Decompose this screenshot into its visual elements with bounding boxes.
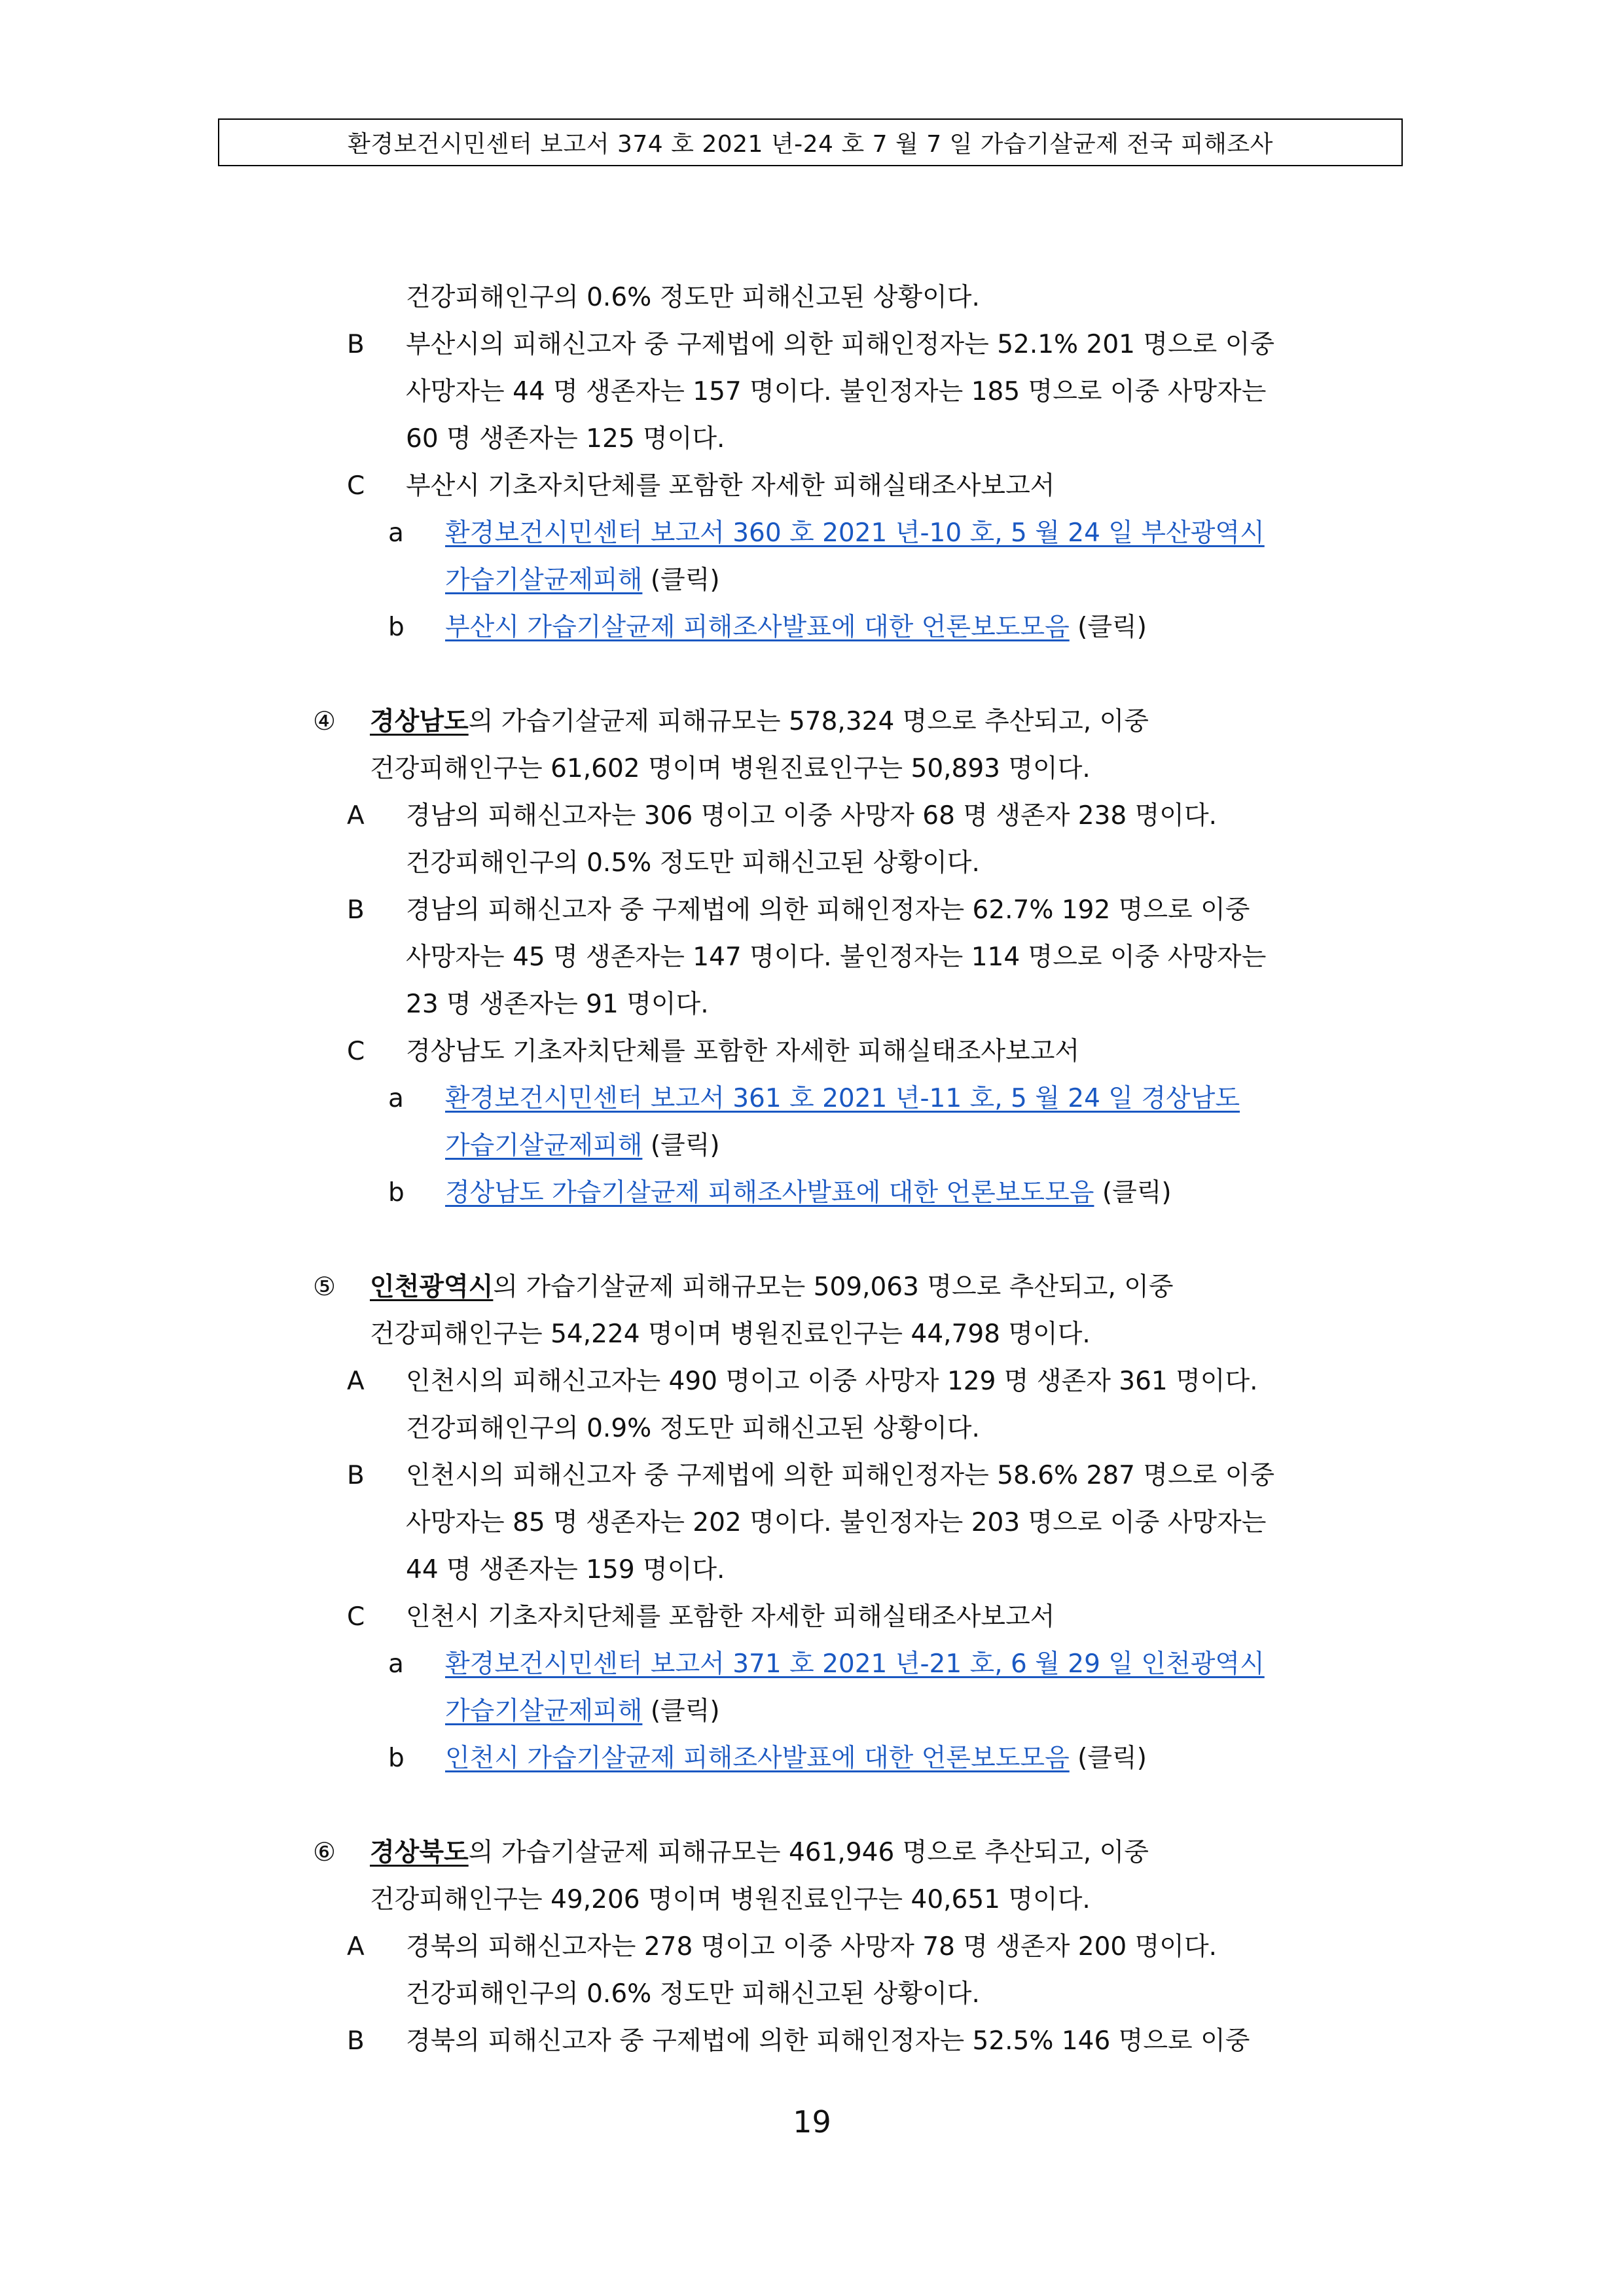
report-link-line [445,1079,1240,1119]
press-link-line [445,608,1147,647]
report-360-link[interactable]: 환경보건시민센터 보고서 360 호 2021 년-10 호, 5 월 24 일 부산광역시 [445,518,1265,548]
paragraph-line: 건강피해인구의 0.9% 정도만 피해신고된 상황이다. [406,1414,980,1443]
click-label: (클릭) [1077,1744,1147,1773]
section-number: ⑤ [313,1272,336,1302]
item-marker-b: B [347,2026,365,2056]
paragraph-line: 인천시의 피해신고자는 490 명이고 이중 사망자 129 명 생존자 361 명이다. [406,1367,1258,1396]
click-label: (클릭) [1102,1178,1172,1208]
item-marker-c: C [347,471,365,501]
report-link-line [445,561,720,600]
click-label: (클릭) [1077,613,1147,642]
section-number: ⑥ [313,1838,336,1867]
item-marker-b: B [347,1461,365,1490]
intro-text: 의 가습기살균제 피해규모는 509,063 명으로 추산되고, 이중 [493,1272,1174,1302]
click-label: (클릭) [650,1696,720,1726]
paragraph-line: 44 명 생존자는 159 명이다. [406,1555,725,1585]
subitem-marker-b: b [388,1178,405,1208]
paragraph-line: 부산시 기초자치단체를 포함한 자세한 피해실태조사보고서 [406,471,1055,501]
paragraph-line: 인천시의 피해신고자 중 구제법에 의한 피해인정자는 58.6% 287 명으로 이중 [406,1461,1275,1490]
report-link-line [445,1126,720,1166]
item-marker-a: A [347,1932,365,1962]
incheon-press-link[interactable]: 인천시 가습기살균제 피해조사발표에 대한 언론보도모음 [445,1744,1070,1773]
paragraph-line: 건강피해인구는 54,224 명이며 병원진료인구는 44,798 명이다. [370,1319,1091,1349]
subitem-marker-b: b [388,613,405,642]
report-361-link-cont[interactable]: 가습기살균제피해 [445,1131,643,1160]
paragraph-line: 60 명 생존자는 125 명이다. [406,424,725,454]
paragraph-line: 인천시 기초자치단체를 포함한 자세한 피해실태조사보고서 [406,1602,1055,1632]
paragraph-line: 사망자는 44 명 생존자는 157 명이다. 불인정자는 185 명으로 이중 사망자는 [406,377,1267,406]
paragraph-line: 건강피해인구의 0.5% 정도만 피해신고된 상황이다. [406,848,980,878]
report-link-line [445,1692,720,1731]
document-header [218,118,1403,166]
report-371-link-cont[interactable]: 가습기살균제피해 [445,1696,643,1726]
report-361-link[interactable]: 환경보건시민센터 보고서 361 호 2021 년-11 호, 5 월 24 일 경상남도 [445,1084,1240,1113]
report-link-line [445,514,1265,553]
subitem-marker-a: a [388,1649,404,1679]
paragraph-line: 사망자는 85 명 생존자는 202 명이다. 불인정자는 203 명으로 이중 사망자는 [406,1508,1267,1537]
paragraph-line: 사망자는 45 명 생존자는 147 명이다. 불인정자는 114 명으로 이중 사망자는 [406,942,1267,972]
paragraph-line: 건강피해인구는 61,602 명이며 병원진료인구는 50,893 명이다. [370,754,1091,783]
item-marker-b: B [347,330,365,359]
paragraph-line: 경남의 피해신고자는 306 명이고 이중 사망자 68 명 생존자 238 명이다. [406,801,1218,831]
press-link-line [445,1739,1147,1778]
paragraph-line: 부산시의 피해신고자 중 구제법에 의한 피해인정자는 52.1% 201 명으로 이중 [406,330,1275,359]
paragraph-line: 건강피해인구의 0.6% 정도만 피해신고된 상황이다. [406,283,980,312]
item-marker-c: C [347,1602,365,1632]
region-name: 인천광역시 [370,1272,494,1302]
paragraph-line: 경북의 피해신고자 중 구제법에 의한 피해인정자는 52.5% 146 명으로 이중 [406,2026,1250,2056]
intro-text: 의 가습기살균제 피해규모는 461,946 명으로 추산되고, 이중 [468,1838,1149,1867]
gyeongnam-press-link[interactable]: 경상남도 가습기살균제 피해조사발표에 대한 언론보도모음 [445,1178,1094,1208]
item-marker-a: A [347,1367,365,1396]
section-intro [370,1268,1174,1307]
page-number: 19 [793,2104,831,2140]
busan-press-link[interactable]: 부산시 가습기살균제 피해조사발표에 대한 언론보도모음 [445,613,1070,642]
paragraph-line: 건강피해인구는 49,206 명이며 병원진료인구는 40,651 명이다. [370,1885,1091,1914]
press-link-line [445,1174,1172,1213]
subitem-marker-a: a [388,1084,404,1113]
section-number: ④ [313,707,336,736]
report-360-link-cont[interactable]: 가습기살균제피해 [445,565,643,595]
section-intro [370,702,1149,742]
click-label: (클릭) [650,1131,720,1160]
paragraph-line: 23 명 생존자는 91 명이다. [406,990,709,1019]
paragraph-line: 경남의 피해신고자 중 구제법에 의한 피해인정자는 62.7% 192 명으로 이중 [406,895,1250,925]
report-371-link[interactable]: 환경보건시민센터 보고서 371 호 2021 년-21 호, 6 월 29 일 인천광역시 [445,1649,1265,1679]
click-label: (클릭) [650,565,720,595]
header-text: 환경보건시민센터 보고서 374 호 2021 년-24 호 7 월 7 일 가습기살균제 전국 피해조사 [348,131,1273,158]
item-marker-c: C [347,1037,365,1066]
item-marker-b: B [347,895,365,925]
item-marker-a: A [347,801,365,831]
subitem-marker-b: b [388,1744,405,1773]
paragraph-line: 경북의 피해신고자는 278 명이고 이중 사망자 78 명 생존자 200 명이다. [406,1932,1218,1962]
section-intro [370,1833,1149,1873]
subitem-marker-a: a [388,518,404,548]
paragraph-line: 건강피해인구의 0.6% 정도만 피해신고된 상황이다. [406,1979,980,2009]
intro-text: 의 가습기살균제 피해규모는 578,324 명으로 추산되고, 이중 [468,707,1149,736]
paragraph-line: 경상남도 기초자치단체를 포함한 자세한 피해실태조사보고서 [406,1037,1080,1066]
report-link-line [445,1645,1265,1684]
region-name: 경상남도 [370,707,469,736]
region-name: 경상북도 [370,1838,469,1867]
